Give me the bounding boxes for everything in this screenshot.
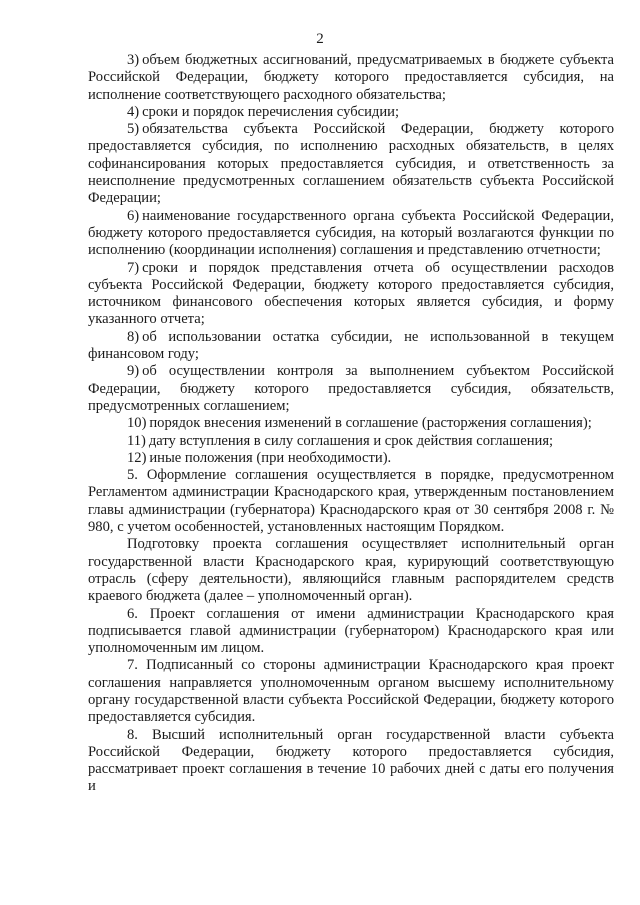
- section-5-continuation-paragraph: Подготовку проекта соглашения осуществляет исполнительный орган государственной власти Краснодарского края, курирующий соответствующую отрасль (сферу деятельности), являющийся главным распорядителем средств краевого бюджета (далее – уполномоченный орган).: [88, 536, 614, 605]
- list-item-8: 8) об использовании остатка субсидии, не использованной в текущем финансовом году;: [88, 328, 614, 363]
- section-5-paragraph: 5. Оформление соглашения осуществляется в порядке, предусмотренном Регламентом администрации Краснодарского края, утвержденным постановлением главы администрации (губернатора) Краснодарского края от 30 сентября 2008 г. № 980, с учетом особенностей, установленных настоящим Порядком.: [88, 467, 614, 536]
- list-item-10: 10) порядок внесения изменений в соглашение (расторжения соглашения);: [127, 415, 592, 432]
- document-body: [88, 52, 614, 796]
- page-number: 2: [316, 31, 324, 47]
- list-item-3: 3) объем бюджетных ассигнований, предусматриваемых в бюджете субъекта Российской Федерации, бюджету которого предоставляется субсидия, на исполнение соответствующего расходного обязательства;: [88, 52, 614, 103]
- section-8-paragraph: 8. Высший исполнительный орган государственной власти субъекта Российской Федерации, бюджету которого предоставляется субсидия, рассматривает проект соглашения в течение 10 рабочих дней с даты его получения и: [88, 726, 614, 795]
- section-6-paragraph: 6. Проект соглашения от имени администрации Краснодарского края подписывается главой администрации (губернатором) Краснодарского края или уполномоченным им лицом.: [88, 605, 614, 657]
- list-item-5: 5) обязательства субъекта Российской Федерации, бюджету которого предоставляется субсидия, по исполнению расходных обязательств, в целях софинансирования которых предоставляется субсидия, и ответственность за неисполнение предусмотренных соглашением обязательств субъекта Российской Федерации;: [88, 121, 614, 207]
- list-item-11: 11) дату вступления в силу соглашения и срок действия соглашения;: [127, 432, 554, 449]
- list-item-9: 9) об осуществлении контроля за выполнением субъектом Российской Федерации, бюджету которого предоставляется субсидия, обязательств, предусмотренных соглашением;: [88, 363, 614, 414]
- list-item-4: 4) сроки и порядок перечисления субсидии;: [127, 103, 400, 120]
- list-item-7: 7) сроки и порядок представления отчета об осуществлении расходов субъекта Российской Федерации, бюджету которого предоставляется субсидия, источником финансового обеспечения которых является субсидия, и форму указанного отчета;: [88, 259, 614, 328]
- list-item-12: 12) иные положения (при необходимости).: [127, 449, 392, 466]
- section-7-paragraph: 7. Подписанный со стороны администрации Краснодарского края проект соглашения направляется уполномоченным органом высшему исполнительному органу государственной власти субъекта Российской Федерации, бюджету которого предоставляется субсидия.: [88, 657, 614, 726]
- list-item-6: 6) наименование государственного органа субъекта Российской Федерации, бюджету которого предоставляется субсидия, на который возлагаются функции по исполнению (координации исполнения) соглашения и представлению отчетности;: [88, 207, 614, 259]
